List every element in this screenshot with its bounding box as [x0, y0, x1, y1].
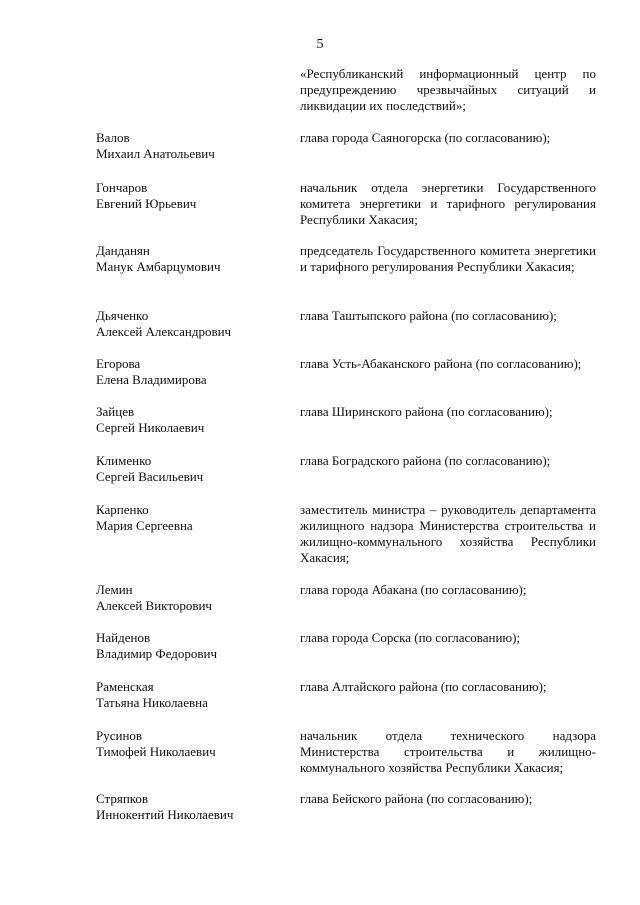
member-given-name: Мария Сергеевна	[96, 518, 193, 533]
member-surname: Егорова	[96, 356, 141, 371]
member-role: глава Бейского района (по согласованию);	[300, 791, 533, 806]
member-name	[96, 679, 292, 711]
member-role: глава города Саяногорска (по согласованию);	[300, 130, 551, 145]
member-name	[96, 308, 292, 340]
member-surname: Стряпков	[96, 791, 149, 806]
member-given-name: Михаил Анатольевич	[96, 146, 215, 161]
member-surname: Валов	[96, 130, 130, 145]
member-given-name: Евгений Юрьевич	[96, 196, 197, 211]
member-given-name: Сергей Николаевич	[96, 420, 205, 435]
member-name	[96, 404, 292, 436]
member-name	[96, 582, 292, 614]
member-given-name: Алексей Викторович	[96, 598, 212, 613]
member-role: глава Ширинского района (по согласованию);	[300, 404, 553, 419]
member-role: председатель Государственного комитета энергетики и тарифного регулирования Республики Хакасия;	[300, 243, 596, 274]
member-role: глава города Абакана (по согласованию);	[300, 582, 527, 597]
member-surname: Зайцев	[96, 404, 135, 419]
member-surname: Гончаров	[96, 180, 148, 195]
member-name	[96, 180, 292, 212]
member-surname: Раменская	[96, 679, 154, 694]
member-given-name: Тимофей Николаевич	[96, 744, 216, 759]
member-surname: Карпенко	[96, 502, 149, 517]
member-surname: Клименко	[96, 453, 152, 468]
member-name	[96, 453, 292, 485]
intro-text: «Республиканский информационный центр по предупреждению чрезвычайных ситуаций и ликвидации их последствий»;	[300, 66, 596, 113]
member-role: глава Таштыпского района (по согласованию);	[300, 308, 557, 323]
member-given-name: Иннокентий Николаевич	[96, 807, 234, 822]
member-role: начальник отдела энергетики Государственного комитета энергетики и тарифного регулирования Республики Хакасия;	[300, 180, 596, 227]
member-role: глава Усть-Абаканского района (по согласованию);	[300, 356, 582, 371]
member-name	[96, 630, 292, 662]
member-given-name: Сергей Васильевич	[96, 469, 204, 484]
member-surname: Данданян	[96, 243, 150, 258]
member-role: глава города Сорска (по согласованию);	[300, 630, 521, 645]
member-name	[96, 502, 292, 534]
member-role: глава Боградского района (по согласованию);	[300, 453, 551, 468]
member-surname: Дьяченко	[96, 308, 149, 323]
member-given-name: Манук Амбарцумович	[96, 259, 221, 274]
member-role: начальник отдела технического надзора Министерства строительства и жилищно-коммунального хозяйства Республики Хакасия;	[300, 728, 596, 775]
member-name	[96, 791, 292, 823]
member-surname: Русинов	[96, 728, 143, 743]
page-number: 5	[316, 37, 324, 52]
member-given-name: Елена Владимирова	[96, 372, 207, 387]
member-name	[96, 243, 292, 275]
member-name	[96, 728, 292, 760]
member-name	[96, 356, 292, 388]
member-role: заместитель министра – руководитель департамента жилищного надзора Министерства строительства и жилищно-коммунального хозяйства Республики Хакасия;	[300, 502, 596, 565]
member-given-name: Владимир Федорович	[96, 646, 218, 661]
member-given-name: Татьяна Николаевна	[96, 695, 208, 710]
member-surname: Найденов	[96, 630, 151, 645]
member-surname: Лемин	[96, 582, 133, 597]
member-given-name: Алексей Александрович	[96, 324, 232, 339]
member-name	[96, 130, 292, 162]
member-role: глава Алтайского района (по согласованию);	[300, 679, 547, 694]
